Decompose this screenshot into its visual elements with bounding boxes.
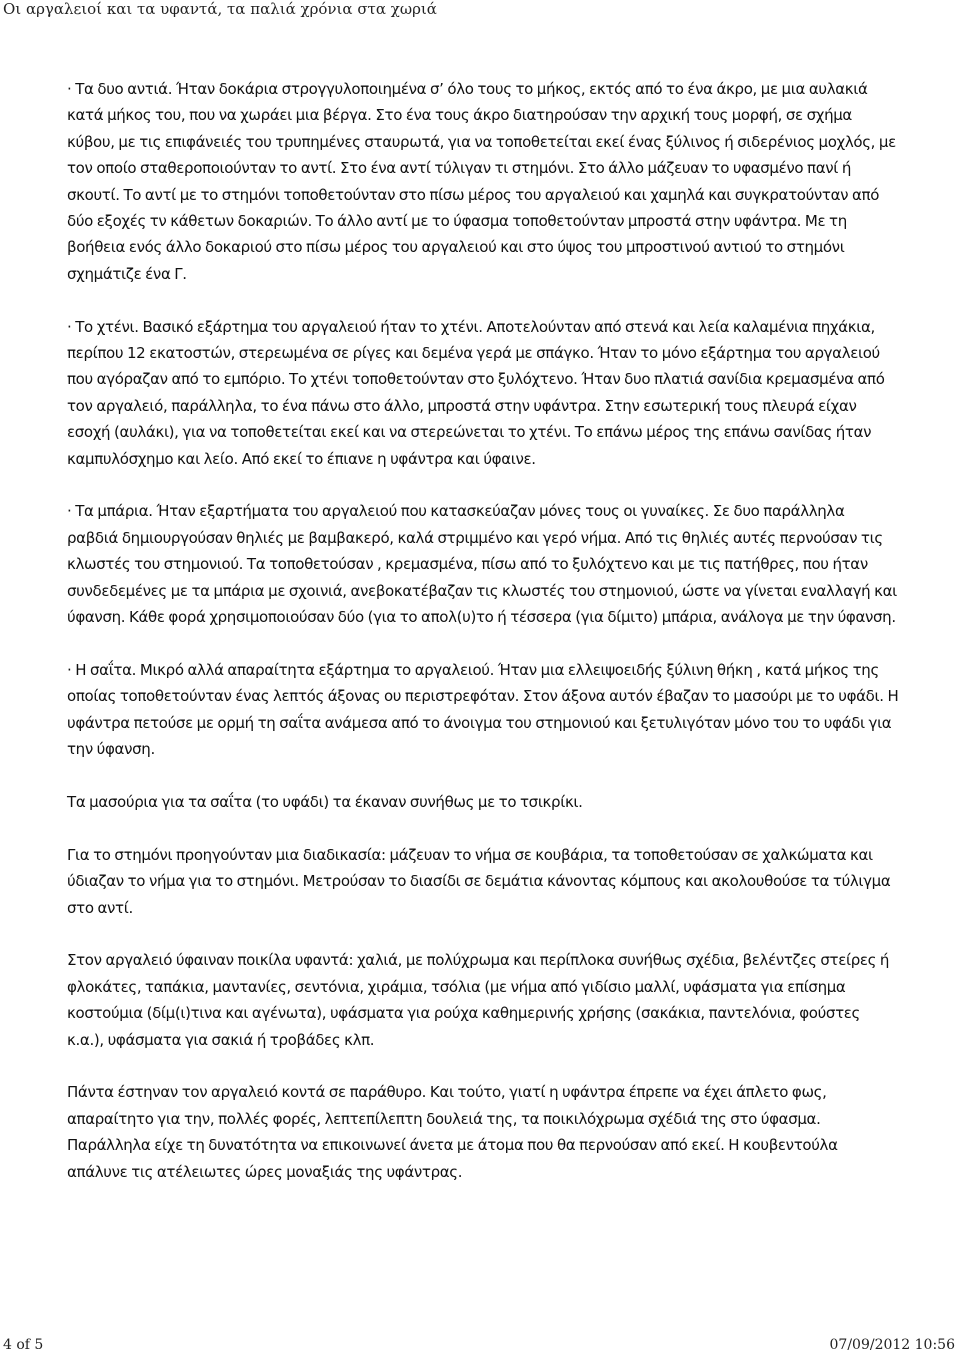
paragraph-stimoni: Για το στημόνι προηγούνταν μια διαδικασία: μάζευαν το νήμα σε κουβάρια, τα τοποθετούσαν σε χαλκώματα και ύδιαζαν το νήμα για το στημόνι. Μετρούσαν το διασίδι σε δεμάτια κάνοντας κόμπους και ακολουθούσε τα τύλιγμα στο αντί. xyxy=(67,845,891,917)
document-body xyxy=(67,76,899,1211)
document-title: Οι αργαλειοί και τα υφαντά, τα παλιά χρόνια στα χωριά xyxy=(3,0,437,18)
paragraph-saita: · Η σαΐτα. Μικρό αλλά απαραίτητα εξάρτημα το αργαλειού. Ήταν μια ελλειψοειδής ξύλινη θήκη , κατά μήκος της οποίας τοποθετούνταν ένας λεπτός άξονας ου περιστρεφόταν. Στον άξονα αυτόν έβαζαν το μασούρι με το υφάδι. Η υφάντρα πετούσε με ορμή τη σαΐτα ανάμεσα από το άνοιγμα του στημονιού και ξετυλιγόταν μόνο του το υφάδι για την ύφανση. xyxy=(67,660,899,759)
paragraph-parathyro: Πάντα έστηναν τον αργαλειό κοντά σε παράθυρο. Και τούτο, γιατί η υφάντρα έπρεπε να έχει άπλετο φως, απαραίτητο για την, πολλές φορές, λεπτεπίλεπτη δουλειά της, τα ποικιλόχρωμα σχέδιά της στο ύφασμα. Παράλληλα είχε τη δυνατότητα να επικοινωνεί άνετα με άτομα που θα περνούσαν από εκεί. Η κουβεντούλα απάλυνε τις ατέλειωτες ώρες μοναξιάς της υφάντρας. xyxy=(67,1083,838,1181)
paragraph-xteni: · Το χτένι. Βασικό εξάρτημα του αργαλειού ήταν το χτένι. Αποτελούνταν από στενά και λεία καλαμένια πηχάκια, περίπου 12 εκατοστών, στερεωμένα σε ρίγες και δεμένα γερά με σπάγκο. Ήταν το μόνο εξάρτημα του αργαλειού που αγόραζαν από το εμπόριο. Το χτένι τοποθετούνταν στο ξυλόχτενο. Ήταν δυο πλατιά σανίδια κρεμασμένα από τον αργαλειό, παράλληλα, το ένα πάνω στο άλλο, μπροστά στην υφάντρα. Στην εσωτερική τους πλευρά είχαν εσοχή (αυλάκι), για να τοποθετείται εκεί και να στερεώνεται το χτένι. Το επάνω μέρος της επάνω σανίδας ήταν καμπυλόσχημο και λείο. Από εκεί το έπιανε η υφάντρα και ύφαινε. xyxy=(67,317,885,468)
paragraph-masouria: Τα μασούρια για τα σαΐτα (το υφάδι) τα έκαναν συνήθως με το τσικρίκι. xyxy=(67,792,583,811)
print-datetime: 07/09/2012 10:56 xyxy=(829,1337,955,1353)
paragraph-antia: · Τα δυο αντιά. Ήταν δοκάρια στρογγυλοποιημένα σ’ όλο τους το μήκος, εκτός από το ένα άκρο, με μια αυλακιά κατά μήκος του, που να χωράει μια βέργα. Στο ένα τους άκρο διατηρούσαν την αρχική τους μορφή, σε σχήμα κύβου, με τις επιφάνειές του τρυπημένες σταυρωτά, για να τοποθετείται εκεί ένας ξύλινος ή σιδερένιος μοχλός, με τον οποίο σταθεροποιούνταν το αντί. Στο ένα αντί τύλιγαν τι στημόνι. Στο άλλο μάζευαν το υφασμένο πανί ή σκουτί. Το αντί με το στημόνι τοποθετούνταν στο πίσω μέρος του αργαλειού και χαμηλά και συγκρατούνταν από δύο εξοχές τν κάθετων δοκαριών. Το άλλο αντί με το ύφασμα τοποθετούνταν μπροστά στην υφάντρα. Με τη βοήθεια ενός άλλο δοκαριού στο πίσω μέρος του αργαλειού και στο ύψος του μπροστινού αντιού το στημόνι σχημάτιζε ένα Γ. xyxy=(67,80,896,283)
paragraph-yfanta: Στον αργαλειό ύφαιναν ποικίλα υφαντά: χαλιά, με πολύχρωμα και περίπλοκα συνήθως σχέδια, βελέντζες στείρες ή φλοκάτες, ταπάκια, μαντανίες, σεντόνια, χιράμια, τσόλια (με νήμα από γιδίσιο μαλλί, υφάσματα για επίσημα κοστούμια (δίμ(ι)τινα και αγένωτα), υφάσματα για ρούχα καθημερινής χρήσης (σακάκια, παντελόνια, φούστες κ.α.), υφάσματα για σακιά ή τροβάδες κλπ. xyxy=(67,951,890,1049)
page-number: 4 of 5 xyxy=(3,1337,44,1353)
paragraph-mparia: · Τα μπάρια. Ήταν εξαρτήματα του αργαλειού που κατασκεύαζαν μόνες τους οι γυναίκες. Σε δυο παράλληλα ραβδιά δημιουργούσαν θηλιές με βαμβακερό, καλά στριμμένο και γερό νήμα. Από τις θηλιές αυτές περνούσαν τις κλωστές του στημονιού. Τα τοποθετούσαν , κρεμασμένα, πίσω από το ξυλόχτενο και με τις πατήθρες, που ήταν συνδεδεμένες με τα μπάρια με σχοινιά, ανεβοκατέβαζαν τις κλωστές του στημονιού, ώστε να γίνεται εναλλαγή και ύφανση. Κάθε φορά χρησιμοποιούσαν δύο (για το απολ(υ)το ή τέσσερα (για δίμιτο) μπάρια, ανάλογα με την ύφανση. xyxy=(67,502,897,627)
